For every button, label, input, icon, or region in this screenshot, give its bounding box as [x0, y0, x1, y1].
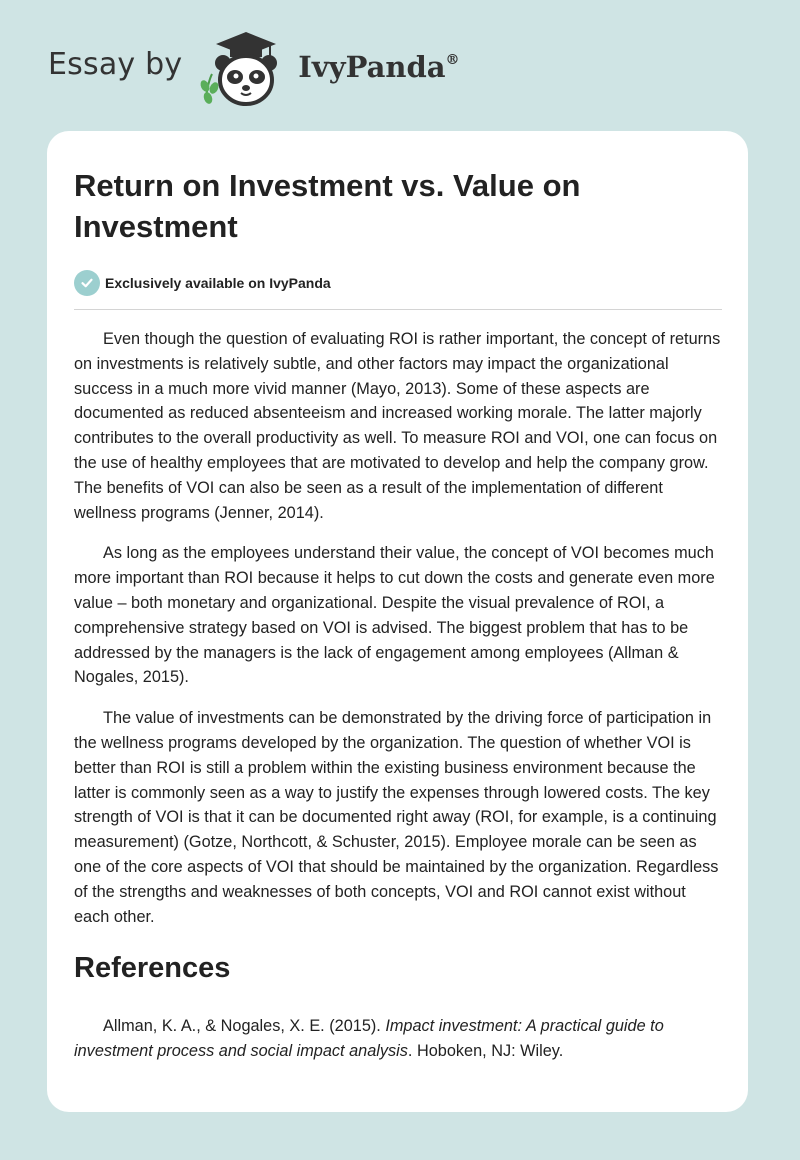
- body-paragraph: Even though the question of evaluating ROI is rather important, the concept of returns on investments is relatively subtle, and other factors may impact the organizational success in a much more vivid manner (Mayo, 2013). Some of these aspects are documented as reduced absenteeism and increased working morale. The latter majorly contributes to the overall productivity as well. To measure ROI and VOI, one can focus on the use of healthy employees that are motivated to develop and help the company grow. The benefits of VOI can also be seen as a result of the implementation of different wellness programs (Jenner, 2014).: [74, 330, 721, 522]
- panda-logo-icon: [196, 30, 292, 110]
- check-icon: [74, 270, 100, 296]
- essay-title: Return on Investment vs. Value on Investment: [74, 168, 581, 244]
- body-paragraph: The value of investments can be demonstrated by the driving force of participation in the wellness programs developed by the organization. The question of whether VOI is better than ROI is still a problem within the existing business environment because the latter is commonly seen as a way to justify the expenses through lowered costs. The key strength of VOI is that it can be documented right away (ROI, for example, is a continuing measurement) (Gotze, Northcott, & Schuster, 2015). Employee morale can be seen as one of the core aspects of VOI that should be maintained by the organization. Regardless of the strengths and weaknesses of both concepts, VOI and ROI cannot exist without each other.: [74, 709, 719, 926]
- registered-mark: ®: [445, 52, 460, 68]
- exclusive-badge-label: Exclusively available on IvyPanda: [105, 275, 331, 291]
- essay-card: [47, 131, 748, 1112]
- reference-publisher: . Hoboken, NJ: Wiley.: [407, 1042, 564, 1061]
- brand-name: IvyPanda®: [298, 50, 460, 84]
- exclusive-badge: [74, 270, 722, 310]
- reference-authors: Allman, K. A., & Nogales, X. E. (2015).: [103, 1017, 386, 1036]
- site-header: [48, 30, 548, 110]
- reference-title: Impact investment: A practical guide to investment process and social impact analysis: [74, 1017, 664, 1061]
- reference-entry: [74, 1014, 722, 1064]
- essay-by-label: Essay by: [48, 46, 183, 82]
- body-paragraph: As long as the employees understand their value, the concept of VOI becomes much more important than ROI because it helps to cut down the costs and generate even more value – both monetary and organizational. Despite the visual prevalence of ROI, a comprehensive strategy based on VOI is advised. The biggest problem that has to be addressed by the managers is the lack of engagement among employees (Allman & Nogales, 2015).: [74, 544, 715, 687]
- references-heading: References: [74, 952, 231, 985]
